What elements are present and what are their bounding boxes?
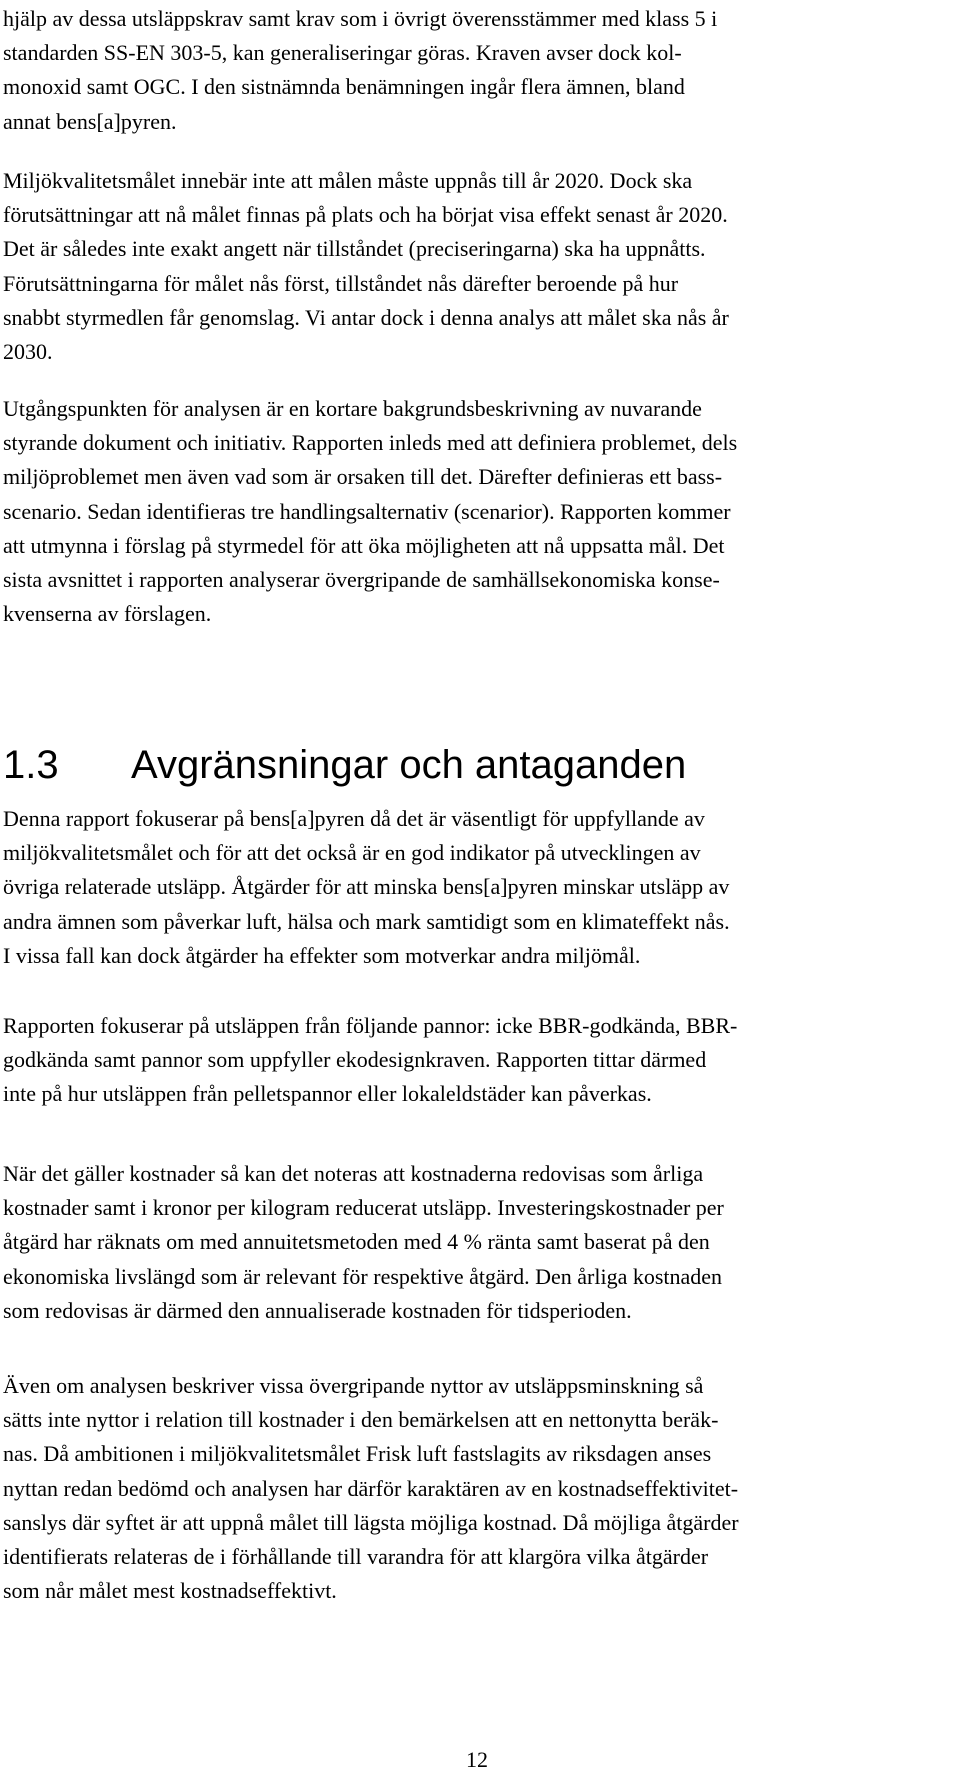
text-line: sista avsnittet i rapporten analyserar övergripande de samhällsekonomiska konse- bbox=[3, 567, 720, 592]
text-line: kvenserna av förslagen. bbox=[3, 601, 212, 626]
text-line: kostnader samt i kronor per kilogram reducerat utsläpp. Investeringskostnader per bbox=[3, 1195, 724, 1220]
text-line: miljökvalitetsmålet och för att det också är en god indikator på utvecklingen av bbox=[3, 840, 701, 865]
text-line: Rapporten fokuserar på utsläppen från följande pannor: icke BBR-godkända, BBR- bbox=[3, 1013, 738, 1038]
text-line: övriga relaterade utsläpp. Åtgärder för att minska bens[a]pyren minskar utsläpp av bbox=[3, 874, 730, 899]
text-line: Det är således inte exakt angett när tillståndet (preciseringarna) ska ha uppnåtts. bbox=[3, 236, 706, 261]
text-line: som redovisas är därmed den annualiserade kostnaden för tidsperioden. bbox=[3, 1298, 632, 1323]
section-number: 1.3 bbox=[3, 743, 59, 787]
text-line: andra ämnen som påverkar luft, hälsa och mark samtidigt som en klimateffekt nås. bbox=[3, 909, 730, 934]
text-line: som når målet mest kostnadseffektivt. bbox=[3, 1578, 337, 1603]
text-line: Utgångspunkten för analysen är en kortare bakgrundsbeskrivning av nuvarande bbox=[3, 396, 702, 421]
text-line: monoxid samt OGC. I den sistnämnda benämningen ingår flera ämnen, bland bbox=[3, 74, 685, 99]
text-line: snabbt styrmedlen får genomslag. Vi antar dock i denna analys att målet ska nås år bbox=[3, 305, 729, 330]
section-heading bbox=[3, 740, 686, 790]
text-line: Denna rapport fokuserar på bens[a]pyren då det är väsentligt för uppfyllande av bbox=[3, 806, 705, 831]
text-line: När det gäller kostnader så kan det noteras att kostnaderna redovisas som årliga bbox=[3, 1161, 704, 1186]
text-line: styrande dokument och initiativ. Rapporten inleds med att definiera problemet, dels bbox=[3, 430, 738, 455]
text-line: ekonomiska livslängd som är relevant för respektive åtgärd. Den årliga kostnaden bbox=[3, 1264, 723, 1289]
text-line: nas. Då ambitionen i miljökvalitetsmålet Frisk luft fastslagits av riksdagen anses bbox=[3, 1441, 712, 1466]
text-line: hjälp av dessa utsläppskrav samt krav som i övrigt överensstämmer med klass 5 i bbox=[3, 6, 718, 31]
page-number: 12 bbox=[466, 1747, 488, 1772]
text-line: godkända samt pannor som uppfyller ekodesignkraven. Rapporten tittar därmed bbox=[3, 1047, 707, 1072]
text-line: Även om analysen beskriver vissa övergripande nyttor av utsläppsminskning så bbox=[3, 1373, 704, 1398]
text-line: sanslys där syftet är att uppnå målet till lägsta möjliga kostnad. Då möjliga åtgärder bbox=[3, 1510, 739, 1535]
text-line: förutsättningar att nå målet finnas på plats och ha börjat visa effekt senast år 2020. bbox=[3, 202, 728, 227]
text-line: identifierats relateras de i förhållande till varandra för att klargöra vilka åtgärder bbox=[3, 1544, 709, 1569]
text-line: Förutsättningarna för målet nås först, tillståndet nås därefter beroende på hur bbox=[3, 271, 679, 296]
text-line: nyttan redan bedömd och analysen har därför karaktären av en kostnadseffektivitet- bbox=[3, 1476, 739, 1501]
section-title: Avgränsningar och antaganden bbox=[131, 743, 687, 787]
text-line: att utmynna i förslag på styrmedel för att öka möjligheten att nå uppsatta mål. Det bbox=[3, 533, 725, 558]
text-line: åtgärd har räknats om med annuitetsmetoden med 4 % ränta samt baserat på den bbox=[3, 1229, 710, 1254]
text-line: sätts inte nyttor i relation till kostnader i den bemärkelsen att en nettonytta beräk- bbox=[3, 1407, 719, 1432]
text-line: 2030. bbox=[3, 339, 53, 364]
text-line: standarden SS-EN 303-5, kan generaliseringar göras. Kraven avser dock kol- bbox=[3, 40, 682, 65]
text-line: Miljökvalitetsmålet innebär inte att målen måste uppnås till år 2020. Dock ska bbox=[3, 168, 693, 193]
text-line: scenario. Sedan identifieras tre handlingsalternativ (scenarior). Rapporten kommer bbox=[3, 499, 731, 524]
text-line: inte på hur utsläppen från pelletspannor eller lokaleldstäder kan påverkas. bbox=[3, 1081, 652, 1106]
text-line: miljöproblemet men även vad som är orsaken till det. Därefter definieras ett bass- bbox=[3, 464, 723, 489]
text-line: I vissa fall kan dock åtgärder ha effekter som motverkar andra miljömål. bbox=[3, 943, 641, 968]
text-line: annat bens[a]pyren. bbox=[3, 109, 177, 134]
